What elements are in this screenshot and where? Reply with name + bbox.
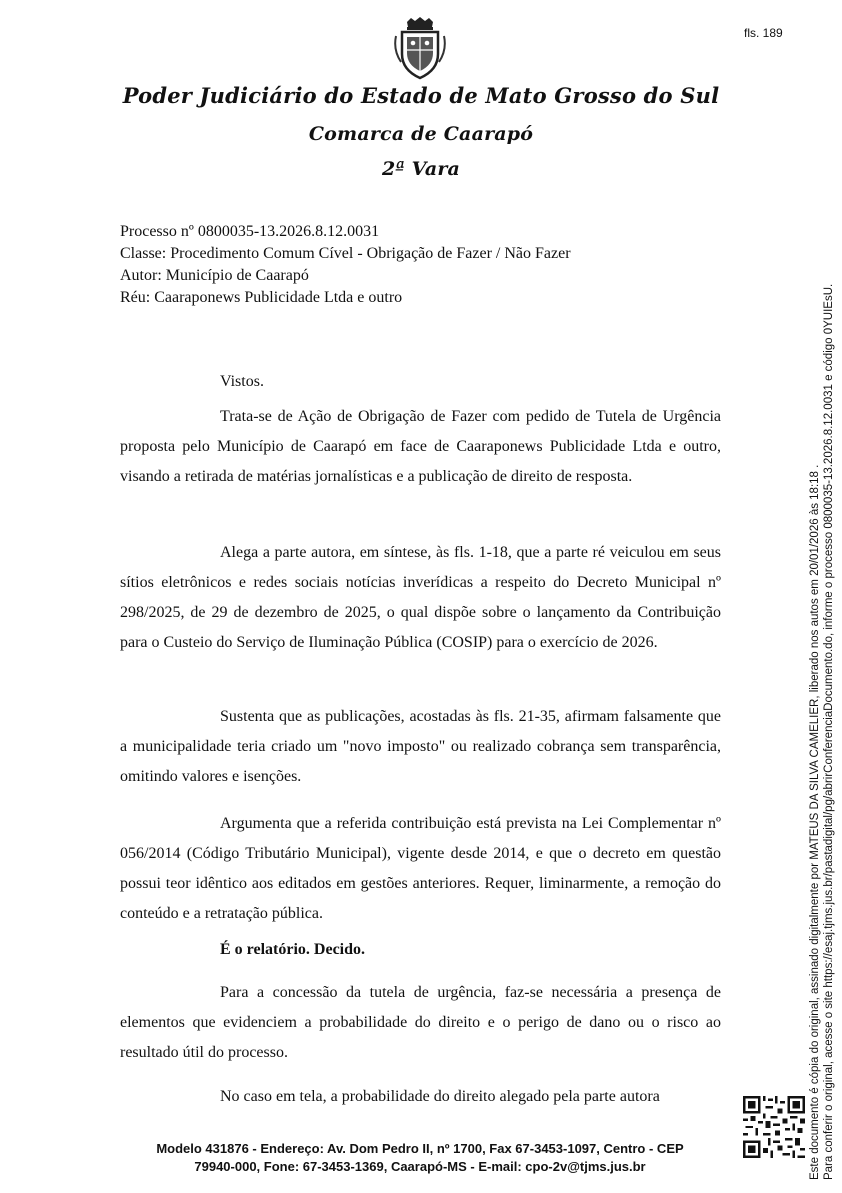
footer-line-1: Modelo 431876 - Endereço: Av. Dom Pedro II, nº 1700, Fax 67-3453-1097, Centro - CEP [156, 1141, 684, 1156]
case-defendant: Réu: Caaraponews Publicidade Ltda e outro [120, 289, 403, 306]
qr-code-icon [743, 1096, 805, 1158]
page-number: fls. 189 [744, 26, 783, 40]
vara-name: 2ª Vara [381, 158, 461, 180]
paragraph-intro: Trata-se de Ação de Obrigação de Fazer com pedido de Tutela de Urgência proposta pelo Município de Caarapó em face de Caaraponews Publicidade Ltda e outro, visando a retirada de matérias jornalísticas e a publicação de direito de resposta. [120, 408, 721, 485]
paragraph-argument: Argumenta que a referida contribuição está prevista na Lei Complementar nº 056/2014 (Código Tributário Municipal), vigente desde 2014, e que o decreto em questão possui teor idêntico aos editados em gestões anteriores. Requer, liminarmente, a remoção do conteúdo e a retratação pública. [120, 815, 721, 922]
case-class: Classe: Procedimento Comum Cível - Obrigação de Fazer / Não Fazer [120, 245, 571, 262]
coat-of-arms-icon [393, 16, 447, 82]
case-info [120, 221, 571, 309]
digital-signature-stamp [808, 180, 836, 1180]
paragraph-allegation: Alega a parte autora, em síntese, às fls. 1-18, que a parte ré veiculou em seus sítios eletrônicos e redes sociais notícias inverídicas a respeito do Decreto Municipal nº 298/2025, de 29 de dezembro de 2025, o qual dispõe sobre o lançamento da Contribuição para o Custeio do Serviço de Iluminação Pública (COSIP) para o exercício de 2026. [120, 544, 721, 651]
case-plaintiff: Autor: Município de Caarapó [120, 267, 309, 284]
comarca-name: Comarca de Caarapó [308, 123, 534, 145]
paragraph-urgency: Para a concessão da tutela de urgência, faz-se necessária a presença de elementos que evidenciem a probabilidade do direito e o perigo de dano ou o risco ao resultado útil do processo. [120, 984, 721, 1061]
case-number: Processo nº 0800035-13.2026.8.12.0031 [120, 223, 380, 240]
paragraph-report-heading: É o relatório. Decido. [220, 941, 366, 958]
paragraph-case-analysis: No caso em tela, a probabilidade do direito alegado pela parte autora [220, 1088, 660, 1105]
paragraph-publications: Sustenta que as publicações, acostadas às fls. 21-35, afirmam falsamente que a municipalidade teria criado um "novo imposto" ou realizado cobrança sem transparência, omitindo valores e isenções. [120, 708, 721, 785]
paragraph-vistos: Vistos. [220, 373, 264, 390]
signature-line-1: Este documento é cópia do original, assinado digitalmente por MATEUS DA SILVA CAMELIER, liberado nos autos em 20/01/2026 às 18:18 . [809, 464, 821, 1180]
footer-line-2: 79940-000, Fone: 67-3453-1369, Caarapó-MS - E-mail: cpo-2v@tjms.jus.br [194, 1159, 646, 1174]
court-name: Poder Judiciário do Estado de Mato Grosso do Sul [122, 83, 720, 108]
footer-address [100, 1140, 740, 1176]
signature-line-2: Para conferir o original, acesse o site https://esaj.tjms.jus.br/pastadigital/pg/abrirConferenciaDocumento.do, informe o processo 0800035-13.2026.8.12.0031 e código 0YUIEsU. [823, 283, 835, 1180]
